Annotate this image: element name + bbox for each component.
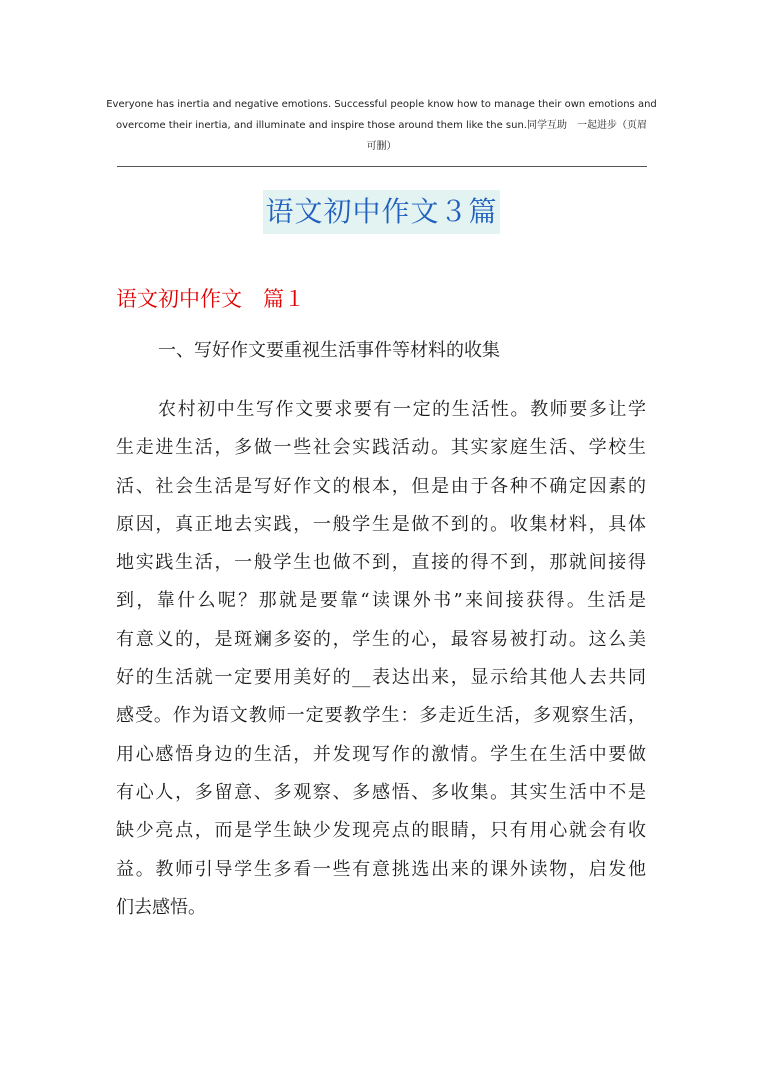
header-line-1: Everyone has inertia and negative emotions. Successful people know how to manage their own emotions and [106,99,657,110]
paragraph-line: 原因，真正地去实践，一般学生是做不到的。收集材料，具体 [116,513,646,535]
header-divider [117,166,647,167]
paragraph-line: 到，靠什么呢？那就是要靠“读课外书”来间接获得。生活是 [116,590,646,612]
paragraph-line: 地实践生活，一般学生也做不到，直接的得不到，那就间接得 [116,552,646,574]
document-title-wrapper [0,190,763,234]
paragraph-line: 们去感悟。 [116,896,206,918]
body-paragraph [116,391,646,927]
paragraph-line: 缺少亮点，而是学生缺少发现亮点的眼睛，只有用心就会有收 [116,820,646,842]
header-line-3: 可删） [366,141,397,152]
paragraph-line: 农村初中生写作文要求要有一定的生活性。教师要多让学 [158,399,646,420]
document-title: 语文初中作文３篇 [263,190,499,234]
section-subheading: 一、写好作文要重视生活事件等材料的收集 [158,340,500,361]
paragraph-line: 感受。作为语文教师一定要教学生：多走近生活，多观察生活， [116,705,646,727]
paragraph-line: 用心感悟身边的生活，并发现写作的激情。学生在生活中要做 [116,743,646,765]
paragraph-line: 好的生活就一定要用美好的__表达出来，显示给其他人去共同 [116,667,646,689]
paragraph-line: 活、社会生活是写好作文的根本，但是由于各种不确定因素的 [116,475,646,497]
section-heading: 语文初中作文 篇１ [116,287,305,311]
paragraph-line: 生走进生活，多做一些社会实践活动。其实家庭生活、学校生 [116,437,646,459]
paragraph-line: 益。教师引导学生多看一些有意挑选出来的课外读物，启发他 [116,858,646,880]
header-line-2: overcome their inertia, and illuminate and inspire those around them like the sun.同学互助 一起进步（页眉 [116,120,647,131]
page-header [100,94,663,157]
paragraph-line: 有意义的，是斑斓多姿的，学生的心，最容易被打动。这么美 [116,628,646,650]
paragraph-line: 有心人，多留意、多观察、多感悟、多收集。其实生活中不是 [116,781,646,803]
